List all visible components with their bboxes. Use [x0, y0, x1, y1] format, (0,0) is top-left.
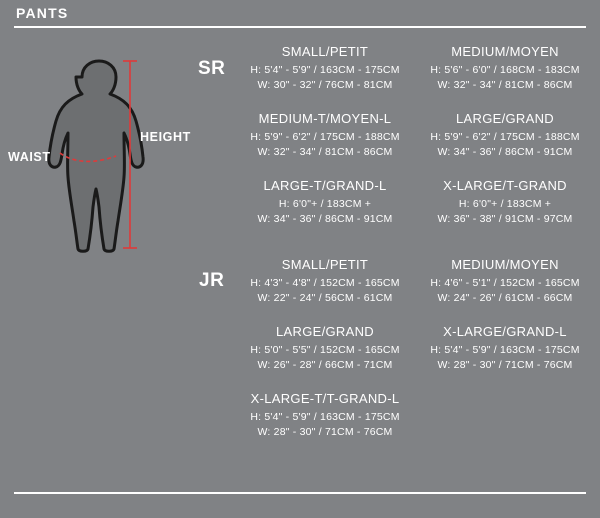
size-name: LARGE-T/GRAND-L: [263, 178, 387, 193]
page-title: PANTS: [16, 5, 69, 21]
size-name: X-LARGE/GRAND-L: [443, 324, 567, 339]
size-waist: W: 34" - 36" / 86CM - 91CM: [437, 146, 573, 158]
size-name: MEDIUM/MOYEN: [451, 44, 559, 59]
waist-label: WAIST: [8, 150, 51, 164]
size-block-sr-medium-tall: [225, 111, 425, 160]
size-block-jr-medium: [405, 257, 600, 306]
size-name: SMALL/PETIT: [281, 44, 369, 59]
size-height: H: 4'6" - 5'1" / 152CM - 165CM: [430, 277, 580, 289]
size-waist: W: 24" - 26" / 61CM - 66CM: [437, 292, 573, 304]
size-block-sr-large-tall: [225, 178, 425, 227]
size-height: H: 5'4" - 5'9" / 163CM - 175CM: [430, 344, 580, 356]
size-name: SMALL/PETIT: [281, 257, 369, 272]
size-block-jr-xlarge-tall: [225, 391, 425, 440]
height-label: HEIGHT: [140, 130, 191, 144]
size-waist: W: 22" - 24" / 56CM - 61CM: [257, 292, 393, 304]
size-waist: W: 34" - 36" / 86CM - 91CM: [257, 213, 393, 225]
size-block-jr-small: [225, 257, 425, 306]
group-label-jr: JR: [199, 270, 225, 291]
size-block-sr-large: [405, 111, 600, 160]
size-height: H: 4'3" - 4'8" / 152CM - 165CM: [250, 277, 400, 289]
size-waist: W: 28" - 30" / 71CM - 76CM: [257, 426, 393, 438]
size-name: LARGE/GRAND: [456, 111, 554, 126]
top-divider: [14, 26, 586, 28]
size-waist: W: 30" - 32" / 76CM - 81CM: [257, 79, 393, 91]
size-name: X-LARGE-T/T-GRAND-L: [250, 391, 400, 406]
size-height: H: 6'0"+ / 183CM +: [278, 198, 372, 210]
size-waist: W: 32" - 34" / 81CM - 86CM: [437, 79, 573, 91]
size-height: H: 5'4" - 5'9" / 163CM - 175CM: [250, 411, 400, 423]
size-name: MEDIUM/MOYEN: [451, 257, 559, 272]
size-height: H: 5'0" - 5'5" / 152CM - 165CM: [250, 344, 400, 356]
group-label-sr: SR: [198, 58, 226, 79]
size-height: H: 5'4" - 5'9" / 163CM - 175CM: [250, 64, 400, 76]
size-height: H: 6'0"+ / 183CM +: [458, 198, 552, 210]
bottom-divider: [14, 492, 586, 494]
size-waist: W: 26" - 28" / 66CM - 71CM: [257, 359, 393, 371]
size-name: X-LARGE/T-GRAND: [443, 178, 567, 193]
size-block-jr-xlarge: [405, 324, 600, 373]
size-block-sr-xlarge: [405, 178, 600, 227]
size-height: H: 5'6" - 6'0" / 168CM - 183CM: [430, 64, 580, 76]
size-block-jr-large: [225, 324, 425, 373]
size-waist: W: 28" - 30" / 71CM - 76CM: [437, 359, 573, 371]
size-waist: W: 32" - 34" / 81CM - 86CM: [257, 146, 393, 158]
size-height: H: 5'9" - 6'2" / 175CM - 188CM: [430, 131, 580, 143]
size-waist: W: 36" - 38" / 91CM - 97CM: [437, 213, 573, 225]
size-name: LARGE/GRAND: [276, 324, 374, 339]
size-height: H: 5'9" - 6'2" / 175CM - 188CM: [250, 131, 400, 143]
size-block-sr-small: [225, 44, 425, 93]
size-block-sr-medium: [405, 44, 600, 93]
size-name: MEDIUM-T/MOYEN-L: [258, 111, 392, 126]
